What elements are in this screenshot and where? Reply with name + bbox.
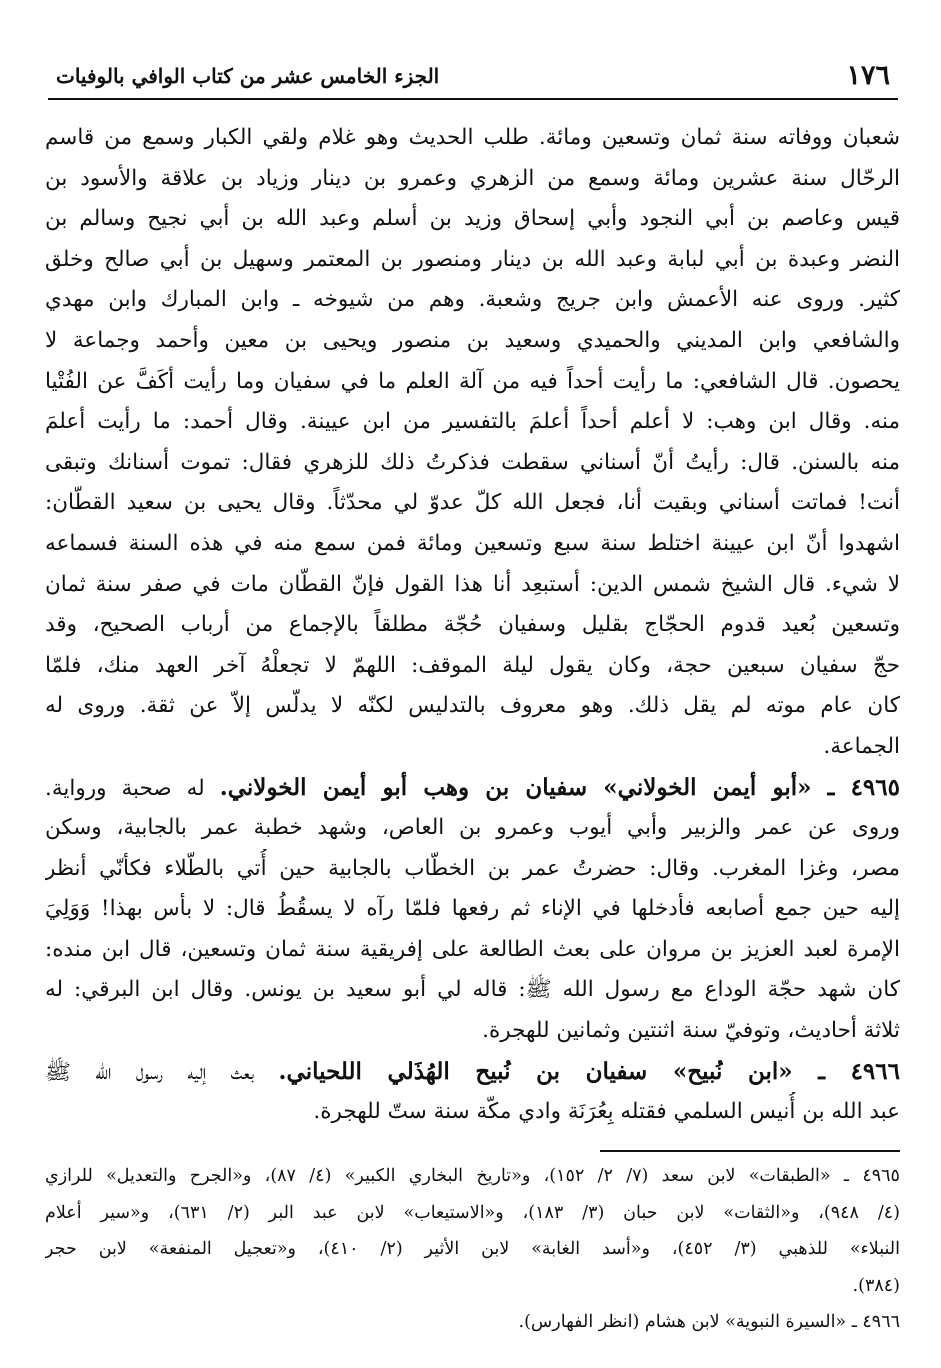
text-line: الإمرة لعبد العزيز بن مروان على بعث الطالعة على إفريقية سنة ثمان وتسعين، قال ابن منده: — [45, 936, 900, 962]
header-rule — [48, 98, 898, 100]
text-line: الرحّال سنة عشرين ومائة وسمع من الزهري وعمرو بن دينار وزياد بن علاقة والأسود بن — [45, 165, 900, 191]
text-line: إليه حين جمع أصابعه فأدخلها في الإناء ثم رفعها فلمّا رآه لا يسقُطُ قال: لا بأس بهذا! وَوَلِيَ — [45, 896, 900, 922]
text-line: حجّ سفيان سبعين حجة، وكان يقول ليلة الموقف: اللهمّ لا تجعلْهُ آخر العهد منك، فلمّا — [45, 652, 900, 678]
entry-4966-heading-rest: بعث إليه رسول الله ﷺ — [45, 1059, 279, 1085]
entry-4965-heading-rest: له صحبة ورواية. — [45, 775, 220, 801]
entry-4966-heading-line — [45, 1052, 900, 1093]
footnote-line: (٤/ ٩٤٨)، و«الثقات» لابن حبان (٣/ ١٨٣)، و«الاستيعاب» لابن عبد البر (٢/ ٦٣١)، و«سير أعلام — [45, 1202, 900, 1223]
footnote-line: ٤٩٦٥ ـ «الطبقات» لابن سعد (٧/ ٢/ ١٥٢)، و«تاريخ البخاري الكبير» (٤/ ٨٧)، و«الجرح والتعديل» للرازي — [45, 1166, 900, 1186]
footnote-line: (٣٨٤). — [852, 1275, 900, 1296]
text-line: يحصون. قال الشافعي: ما رأيت أحداً فيه من آلة العلم ما في سفيان وما رأيت أكَفَّ عن الفُتْيا — [45, 368, 900, 394]
text-line: والشافعي وابن المديني والحميدي وسعيد بن منصور ويحيى بن معين وأحمد وجماعة لا — [45, 327, 900, 353]
text-line: أنت! فماتت أسناني وبقيت أنا، فجعل الله كلّ عدوّ لي محدّثاً. وقال يحيى بن سعيد القطّان: — [45, 490, 900, 516]
text-line: وروى عن عمر والزبير وأبي أيوب وعمرو بن العاص، وشهد خطبة عمر بالجابية، وسكن — [45, 815, 900, 841]
text-line: منه. وقال ابن وهب: لا أعلم أحداً أعلمَ بالتفسير من ابن عيينة. وقال أحمد: ما رأيت أعلمَ — [45, 409, 900, 435]
entry-4966-heading: ٤٩٦٦ ـ «ابن نُبيح» سفيان بن نُبيح الهُذَلي اللحياني. — [278, 1057, 900, 1085]
text-line: مصر، وغزا المغرب. وقال: حضرتُ عمر بن الخطّاب بالجابية حين أُتي بالطّلاء فكأنّي أنظر — [45, 855, 900, 881]
text-line: كثير. وروى عنه الأعمش وابن جريج وشعبة. وهم من شيوخه ـ وابن المبارك وابن مهدي — [45, 287, 900, 313]
text-line: قيس وعاصم بن أبي النجود وأبي إسحاق وزيد بن أسلم وعبد الله بن أبي نجيح وسالم بن — [45, 206, 900, 232]
text-line: منه بالسنن. قال: رأيتُ أنّ أسناني سقطت فذكرتُ ذلك للزهري فقال: تموت أسنانك وتبقى — [45, 449, 900, 475]
text-line: وتسعين بُعيد قدوم الحجّاج بقليل وسفيان حُجّة مطلقاً بالإجماع من أرباب الصحيح، وقد — [45, 612, 900, 638]
footnote-line: النبلاء» للذهبي (٣/ ٤٥٢)، و«أسد الغابة» لابن الأثير (٢/ ٤١٠)، و«تعجيل المنفعة» لابن حجر — [45, 1239, 900, 1259]
text-line: اشهدوا أنّ ابن عيينة اختلط سنة سبع وتسعين ومائة فمن سمع منه في هذه السنة فسماعه — [45, 530, 900, 556]
footnote-line: ٤٩٦٦ ـ «السيرة النبوية» لابن هشام (انظر الفهارس). — [518, 1312, 900, 1332]
page-number: ١٧٦ — [846, 60, 890, 91]
main-text — [45, 118, 900, 1133]
text-line: النضر وعبدة بن أبي لبابة وعبد الله بن دينار ومنصور بن المعتمر وسهيل بن أبي صالح وخلق — [45, 246, 900, 272]
text-line: الجماعة. — [823, 733, 900, 759]
footnote-rule — [600, 1150, 900, 1152]
footnotes — [45, 1158, 900, 1341]
entry-4965-heading: ٤٩٦٥ ـ «أبو أيمن الخولاني» سفيان بن وهب أبو أيمن الخولاني. — [219, 773, 900, 801]
text-line: لا شيء. قال الشيخ شمس الدين: أستبعِد أنا هذا القول فإنّ القطّان مات في صفر سنة ثمان — [45, 571, 900, 597]
header-title: الجزء الخامس عشر من كتاب الوافي بالوفيات — [56, 64, 440, 88]
text-line: ثلاثة أحاديث، وتوفيّ سنة اثنتين وثمانين للهجرة. — [482, 1018, 900, 1044]
text-line: عبد الله بن أُنيس السلمي فقتله بِعُرَنَة وادي مكّة سنة ستّ للهجرة. — [313, 1099, 900, 1125]
text-line: كان شهد حجّة الوداع مع رسول الله ﷺ: قاله لي أبو سعيد بن يونس. وقال ابن البرقي: له — [45, 977, 900, 1003]
running-header — [48, 58, 898, 98]
text-line: كان عام موته لم يقل ذلك. وهو معروف بالتدليس لكنّه لا يدلّس إلاّ عن ثقة. وروى له — [45, 693, 900, 719]
entry-4965-heading-line — [45, 768, 900, 809]
text-line: شعبان ووفاته سنة ثمان وتسعين ومائة. طلب الحديث وهو غلام ولقي الكبار وسمع من قاسم — [45, 125, 900, 150]
